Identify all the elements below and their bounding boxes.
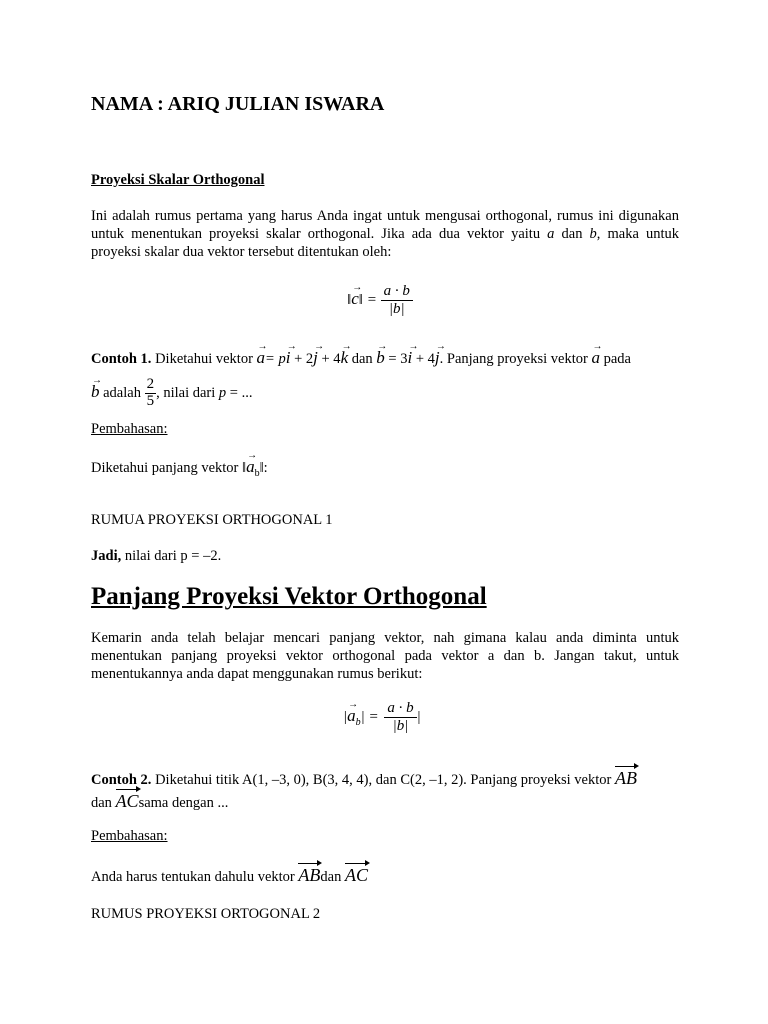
- scalar-projection-formula: ‖→ c‖ = $\frac{a \cdot b}{|b|}$: [347, 283, 413, 318]
- rumus-label-1: RUMUA PROYEKSI ORTHOGONAL 1: [91, 512, 333, 528]
- example-1-line-1: Contoh 1. Diketahui vektor → a= p→ i + 2→ j + 4→ k dan → b = 3→ i + 4→ j. Panjang proyeksi vektor → a pada: [91, 349, 631, 368]
- formula-fraction: [384, 700, 416, 735]
- vector-b: → b: [376, 349, 385, 366]
- rumus-label-2: RUMUS PROYEKSI ORTOGONAL 2: [91, 906, 321, 922]
- vector-c: → c: [351, 290, 359, 307]
- section-title-panjang: Panjang Proyeksi Vektor Orthogonal: [91, 583, 487, 610]
- fraction-two-fifths: $\frac{2}{5}$: [146, 376, 155, 410]
- example-2-line-1: Contoh 2. Diketahui titik A(1, –3, 0), B(3, 4, 4), dan C(2, –1, 2). Panjang proyeksi vektor AB: [91, 768, 637, 788]
- unit-vector-i: → i: [286, 349, 291, 366]
- pembahasan-label-1: Pembahasan:: [91, 421, 168, 437]
- intro-paragraph-1: Ini adalah rumus pertama yang harus Anda ingat untuk mengusai orthogonal, rumus ini digunakan untuk menentukan proyeksi skalar orthogonal. Jika ada dua vektor yaitu a dan b, maka untuk proyeksi skalar dua vektor tersebut ditentukan oleh:: [91, 208, 679, 260]
- vector-a: → a: [591, 349, 600, 366]
- unit-vector-i: → i: [407, 349, 412, 366]
- anda-line: Anda harus tentukan dahulu vektor ABdan AC: [91, 865, 368, 885]
- vector-projection-formula: |→ $a_b|$ = $\frac{a \cdot b}{|b|}$ |: [343, 700, 421, 735]
- vector-a: → a: [347, 707, 356, 724]
- formula-numerator: a · b: [381, 283, 413, 301]
- section-title-skalar: Proyeksi Skalar Orthogonal: [91, 172, 265, 188]
- intro-paragraph-2: Kemarin anda telah belajar mencari panjang vektor, nah gimana kalau anda diminta untuk menentukan panjang proyeksi vektor orthogonal pada vektor a dan b. Jangan takut, untuk menentukannya anda dapat menggunakan rumus berikut:: [91, 630, 679, 682]
- jadi-line: Jadi, nilai dari p = –2.: [91, 548, 222, 564]
- vector-ab: AB: [614, 768, 637, 788]
- vector-b-subscript: b: [254, 467, 260, 479]
- unit-vector-j: → j: [313, 349, 318, 366]
- vector-ac: AC: [115, 791, 139, 811]
- formula-numerator: a · b: [384, 700, 416, 718]
- unit-vector-k: → k: [341, 349, 349, 366]
- vector-ab: AB: [298, 865, 321, 885]
- vector-ac: AC: [344, 865, 368, 885]
- name-heading: NAMA : ARIQ JULIAN ISWARA: [91, 93, 385, 115]
- formula-denominator: |b|: [388, 301, 405, 317]
- formula-fraction: [381, 283, 413, 318]
- diketahui-line: Diketahui panjang vektor ‖→ $a_b‖$:: [91, 458, 268, 479]
- vector-b-subscript: b: [355, 716, 361, 728]
- example-1-line-2: → b adalah $\frac{2}{5}$ , nilai dari p = ...: [91, 367, 252, 410]
- vector-a: → a: [257, 349, 266, 366]
- vector-b: → b: [91, 383, 100, 400]
- vector-a: → a: [246, 458, 255, 475]
- pembahasan-label-2: Pembahasan:: [91, 828, 168, 844]
- unit-vector-j: → j: [435, 349, 440, 366]
- example-2-line-2: dan ACsama dengan ...: [91, 791, 229, 811]
- formula-denominator: |b|: [392, 718, 409, 734]
